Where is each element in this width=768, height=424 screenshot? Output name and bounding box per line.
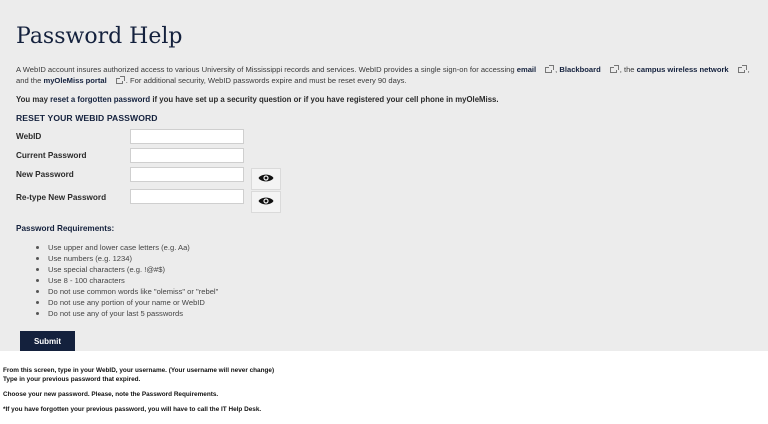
instruction-line-3: Choose your new password. Please, note the Password Requirements.: [3, 391, 219, 398]
retype-password-label: Re-type New Password: [16, 193, 107, 202]
intro-sep-3: , and the: [16, 65, 750, 85]
instruction-line-2: Type in your previous password that expired.: [3, 376, 141, 383]
instruction-line-4: *If you have forgotten your previous password, you will have to call the IT Help Desk.: [3, 406, 262, 413]
intro-sep-1: ,: [555, 65, 560, 74]
password-requirements-list: [36, 242, 218, 319]
campus-wireless-link[interactable]: campus wireless network: [636, 65, 729, 74]
requirement-item: Use upper and lower case letters (e.g. Aa): [36, 242, 218, 253]
new-password-label: New Password: [16, 170, 74, 179]
external-link-icon: [116, 78, 123, 84]
reset-notice: [16, 95, 499, 104]
external-link-icon: [738, 67, 745, 73]
current-password-input[interactable]: [130, 148, 244, 163]
eye-icon: [258, 193, 274, 211]
external-link-icon: [545, 67, 552, 73]
webid-input[interactable]: [130, 129, 244, 144]
reset-section-heading: RESET YOUR WEBID PASSWORD: [16, 113, 158, 123]
intro-text-1: A WebID account insures authorized access to various University of Mississippi records and services. WebID provides a single sign-on for accessing: [16, 65, 517, 74]
email-link[interactable]: email: [516, 65, 537, 74]
requirement-item: Use numbers (e.g. 1234): [36, 253, 218, 264]
instructions-text: [3, 366, 274, 414]
intro-sep-2: , the: [619, 65, 637, 74]
page-title: Password Help: [16, 24, 183, 49]
blackboard-link[interactable]: Blackboard: [559, 65, 601, 74]
intro-paragraph: [16, 64, 761, 86]
show-retype-password-button[interactable]: [251, 191, 281, 213]
eye-icon: [258, 170, 274, 188]
notice-text-2: if you have set up a security question or if you have registered your cell phone in myOleMiss.: [150, 95, 499, 104]
webid-label: WebID: [16, 132, 42, 141]
requirement-item: Do not use any of your last 5 passwords: [36, 308, 218, 319]
retype-password-input[interactable]: [130, 189, 244, 204]
myolemiss-portal-link[interactable]: myOleMiss portal: [43, 76, 107, 85]
requirement-item: Do not use common words like "olemiss" or "rebel": [36, 286, 218, 297]
intro-text-2: . For additional security, WebID passwords expire and must be reset every 90 days.: [125, 76, 407, 85]
new-password-input[interactable]: [130, 167, 244, 182]
requirement-item: Use special characters (e.g. !@#$): [36, 264, 218, 275]
requirement-item: Do not use any portion of your name or WebID: [36, 297, 218, 308]
show-new-password-button[interactable]: [251, 168, 281, 190]
submit-button[interactable]: Submit: [20, 331, 75, 351]
external-link-icon: [610, 67, 617, 73]
requirement-item: Use 8 - 100 characters: [36, 275, 218, 286]
notice-text-1: You may: [16, 95, 51, 104]
current-password-label: Current Password: [16, 151, 87, 160]
instruction-line-1: From this screen, type in your WebID, your username. (Your username will never change): [3, 367, 275, 374]
reset-forgotten-password-link[interactable]: reset a forgotten password: [50, 95, 151, 104]
password-requirements-heading: Password Requirements:: [16, 224, 115, 233]
